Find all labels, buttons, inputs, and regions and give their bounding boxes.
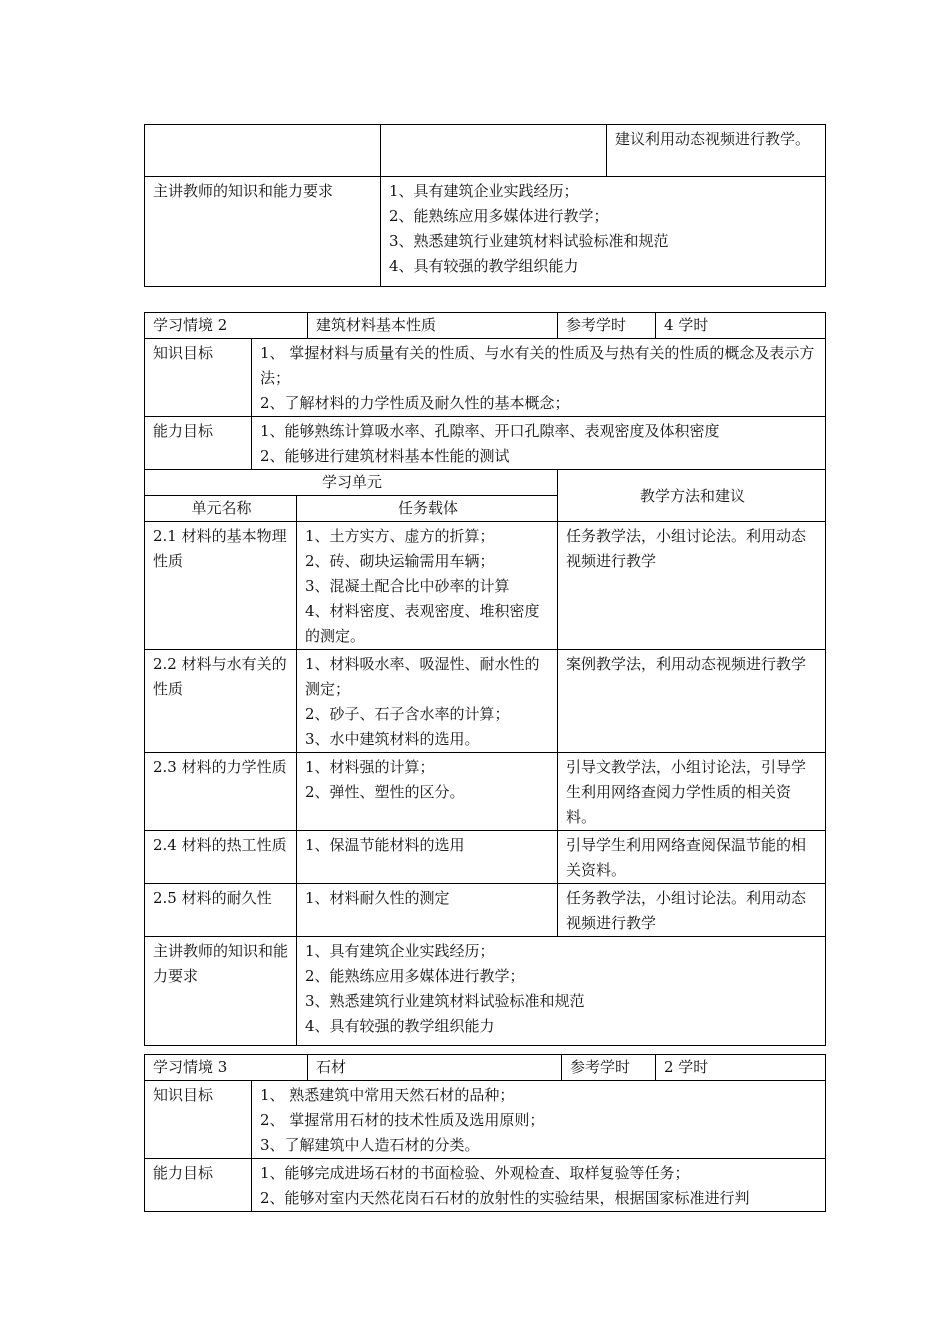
- list-item: 4、材料密度、表观密度、堆积密度的测定。: [305, 602, 540, 645]
- list-item: 1、 掌握材料与质量有关的性质、与水有关的性质及与热有关的性质的概念及表示方法；: [260, 344, 815, 387]
- list-item: 2、 掌握常用石材的技术性质及选用原则；: [260, 1111, 545, 1129]
- method-header: 教学方法和建议: [558, 470, 826, 522]
- table-row: [145, 313, 826, 339]
- list-item: 1、具有建筑企业实践经历；: [389, 182, 579, 200]
- ability-label: 能力目标: [145, 1159, 252, 1212]
- unit-tasks: [297, 522, 558, 650]
- table-row: [145, 1159, 826, 1212]
- table-row: [145, 831, 826, 884]
- unit-tasks: [297, 884, 558, 937]
- list-item: 3、熟悉建筑行业建筑材料试验标准和规范: [305, 992, 585, 1010]
- table-row: [145, 753, 826, 831]
- unit-name: 2.1 材料的基本物理性质: [145, 522, 297, 650]
- unit-tasks: [297, 831, 558, 884]
- task-header: 任务载体: [297, 496, 558, 522]
- unit-method: 引导学生利用网络查阅保温节能的相关资料。: [558, 831, 826, 884]
- table-row: [145, 177, 826, 287]
- unit-header: 学习单元: [145, 470, 558, 496]
- list-item: 1、保温节能材料的选用: [305, 836, 465, 854]
- list-item: 3、混凝土配合比中砂率的计算: [305, 577, 510, 595]
- situation-label: 学习情境 2: [145, 313, 308, 339]
- list-item: 2、能熟练应用多媒体进行教学；: [305, 967, 525, 985]
- table-row: [145, 650, 826, 753]
- list-item: 2、能够对室内天然花岗石石材的放射性的实验结果，根据国家标准进行判: [260, 1189, 750, 1207]
- knowledge-label: 知识目标: [145, 339, 252, 417]
- list-item: 3、水中建筑材料的选用。: [305, 730, 480, 748]
- unit-method: 引导文教学法，小组讨论法，引导学生利用网络查阅力学性质的相关资料。: [558, 753, 826, 831]
- unit-method: 任务教学法，小组讨论法。利用动态视频进行教学: [558, 884, 826, 937]
- list-item: 3、了解建筑中人造石材的分类。: [260, 1136, 480, 1154]
- list-item: 4、具有较强的教学组织能力: [305, 1017, 495, 1035]
- list-item: 2、能熟练应用多媒体进行教学；: [389, 207, 609, 225]
- unit-name: 2.2 材料与水有关的性质: [145, 650, 297, 753]
- list-item: 3、熟悉建筑行业建筑材料试验标准和规范: [389, 232, 669, 250]
- method-cell: 建议利用动态视频进行教学。: [607, 125, 826, 177]
- teacher-reqs: [297, 937, 826, 1046]
- table-row: [145, 417, 826, 470]
- knowledge-goals: [252, 339, 826, 417]
- situation-2-table: [144, 312, 826, 1046]
- situation-name: 建筑材料基本性质: [308, 313, 558, 339]
- situation-name: 石材: [308, 1055, 562, 1081]
- list-item: 2、能够进行建筑材料基本性能的测试: [260, 447, 510, 465]
- ability-label: 能力目标: [145, 417, 252, 470]
- hours-value: 4 学时: [656, 313, 826, 339]
- list-item: 1、材料强的计算；: [305, 758, 435, 776]
- situation-label: 学习情境 3: [145, 1055, 308, 1081]
- list-item: 1、 熟悉建筑中常用天然石材的品种；: [260, 1086, 515, 1104]
- unit-method: 案例教学法，利用动态视频进行教学: [558, 650, 826, 753]
- knowledge-label: 知识目标: [145, 1081, 252, 1159]
- unit-method: 任务教学法，小组讨论法。利用动态视频进行教学: [558, 522, 826, 650]
- table-row: [145, 125, 826, 177]
- ability-goals: [252, 1159, 826, 1212]
- list-item: 2、砂子、石子含水率的计算；: [305, 705, 510, 723]
- list-item: 2、砖、砌块运输需用车辆；: [305, 552, 495, 570]
- unit-tasks: [297, 650, 558, 753]
- unit-name-header: 单元名称: [145, 496, 297, 522]
- table-row: [145, 1055, 826, 1081]
- table-continuation: [144, 124, 826, 287]
- situation-3-table: [144, 1054, 826, 1212]
- list-item: 2、弹性、塑性的区分。: [305, 783, 465, 801]
- unit-name: 2.4 材料的热工性质: [145, 831, 297, 884]
- empty-cell: [145, 125, 381, 177]
- list-item: 4、具有较强的教学组织能力: [389, 257, 579, 275]
- list-item: 2、了解材料的力学性质及耐久性的基本概念；: [260, 394, 570, 412]
- hours-label: 参考学时: [558, 313, 656, 339]
- ability-goals: [252, 417, 826, 470]
- empty-cell: [381, 125, 607, 177]
- table-row: [145, 339, 826, 417]
- table-row: [145, 884, 826, 937]
- table-row: [145, 522, 826, 650]
- knowledge-goals: [252, 1081, 826, 1159]
- unit-name: 2.5 材料的耐久性: [145, 884, 297, 937]
- list-item: 1、能够完成进场石材的书面检验、外观检查、取样复验等任务；: [260, 1164, 690, 1182]
- table-row: [145, 470, 826, 496]
- teacher-label: 主讲教师的知识和能力要求: [145, 937, 297, 1046]
- hours-value: 2 学时: [656, 1055, 826, 1081]
- list-item: 1、具有建筑企业实践经历；: [305, 942, 495, 960]
- hours-label: 参考学时: [562, 1055, 656, 1081]
- list-item: 1、材料耐久性的测定: [305, 889, 450, 907]
- list-item: 1、土方实方、虚方的折算；: [305, 527, 495, 545]
- teacher-reqs: [381, 177, 826, 287]
- list-item: 1、能够熟练计算吸水率、孔隙率、开口孔隙率、表观密度及体积密度: [260, 422, 720, 440]
- table-row: [145, 937, 826, 1046]
- list-item: 1、材料吸水率、吸湿性、耐水性的测定；: [305, 655, 540, 698]
- teacher-label: 主讲教师的知识和能力要求: [145, 177, 381, 287]
- unit-tasks: [297, 753, 558, 831]
- table-row: [145, 1081, 826, 1159]
- unit-name: 2.3 材料的力学性质: [145, 753, 297, 831]
